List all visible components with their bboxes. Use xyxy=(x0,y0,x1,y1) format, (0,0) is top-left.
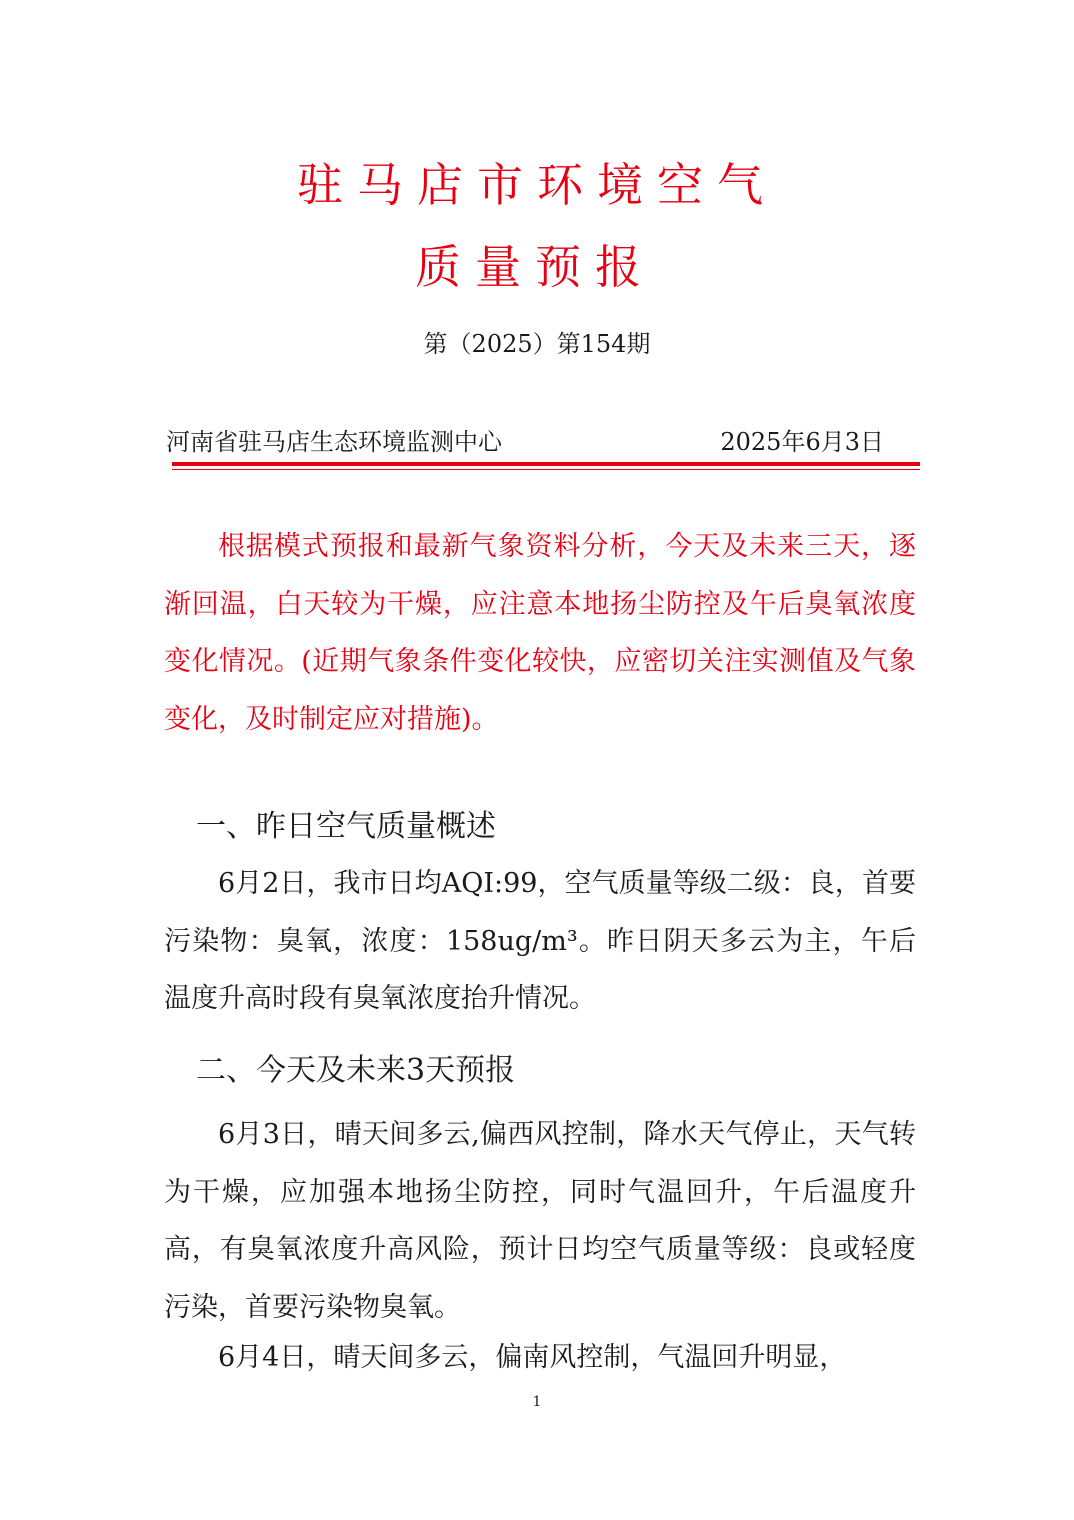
header-divider-thick xyxy=(172,462,920,466)
forecast-day-paragraph: 6月3日，晴天间多云,偏西风控制，降水天气停止，天气转为干燥，应加强本地扬尘防控，同时气温回升，午后温度升高，有臭氧浓度升高风险，预计日均空气质量等级：良或轻度污染，首要污染物臭氧。 xyxy=(164,1119,916,1323)
report-title-line-2: 质量预报 xyxy=(415,240,655,294)
issue-number: 第（2025）第154期 xyxy=(423,330,651,358)
header-divider-thin xyxy=(172,469,920,470)
forecast-summary: 根据模式预报和最新气象资料分析，今天及未来三天，逐渐回温，白天较为干燥，应注意本地扬尘防控及午后臭氧浓度变化情况。(近期气象条件变化较快，应密切关注实测值及气象变化，及时制定应对措施)。 xyxy=(164,531,916,735)
forecast-day-paragraph: 6月4日，晴天间多云，偏南风控制，气温回升明显， xyxy=(218,1342,847,1373)
section-heading-forecast: 二、今天及未来3天预报 xyxy=(196,1053,516,1088)
issuer-row xyxy=(166,425,912,459)
yesterday-overview-paragraph: 6月2日，我市日均AQI:99，空气质量等级二级：良，首要污染物：臭氧，浓度：158ug/m³。昨日阴天多云为主，午后温度升高时段有臭氧浓度抬升情况。 xyxy=(164,868,916,1014)
issue-date: 2025年6月3日 xyxy=(720,428,884,456)
report-title-line-1: 驻马店市环境空气 xyxy=(297,158,777,212)
issuer-name: 河南省驻马店生态环境监测中心 xyxy=(166,428,502,456)
section-heading-yesterday: 一、昨日空气质量概述 xyxy=(196,809,496,844)
page-number: 1 xyxy=(532,1394,542,1410)
